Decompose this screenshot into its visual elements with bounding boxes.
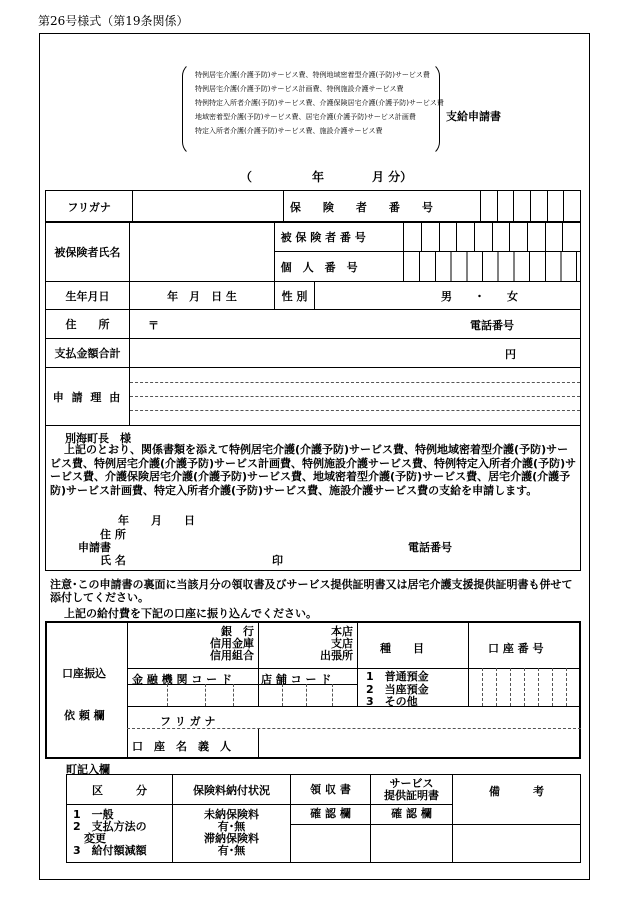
yen-unit: 円	[505, 348, 516, 361]
receipt-header	[291, 775, 371, 805]
period: （ 年 月 分）	[240, 170, 413, 184]
reason-label: 申 請 理 由	[46, 368, 130, 426]
receipt-confirm-field[interactable]	[291, 825, 371, 863]
bank-divider	[127, 621, 128, 759]
division-item: 1 一般	[73, 808, 114, 821]
bank-type[interactable]: 信用金庫	[210, 637, 254, 650]
title-suffix: 支給申請書	[446, 110, 501, 123]
premium-item: 未納保険料	[204, 808, 259, 821]
birth-table	[45, 281, 581, 426]
total-field[interactable]	[130, 339, 581, 368]
premium-items[interactable]	[173, 805, 291, 863]
service-line: 特例居宅介護(介護予防)サービス計画費、特例施設介護サービス費	[195, 85, 404, 93]
declaration-name: 氏 名	[100, 554, 126, 567]
cert-confirm-label: 確 認 欄	[371, 805, 453, 825]
bank-divider	[258, 621, 259, 706]
insured-no-box[interactable]	[510, 222, 528, 252]
name-table	[45, 221, 581, 282]
declaration-addr: 住 所	[100, 528, 126, 541]
insured-no-box[interactable]	[492, 222, 510, 252]
cert-line: 提供証明書	[384, 788, 439, 802]
bank-code-label: 金 融 機 関 コ ー ド	[132, 673, 232, 686]
division-header: 区 分	[67, 775, 173, 805]
bank-type[interactable]: 信用組合	[210, 649, 254, 662]
division-items[interactable]	[67, 805, 173, 863]
insured-name-field[interactable]	[129, 222, 274, 282]
branch-type[interactable]: 支店	[331, 637, 353, 650]
acct-type[interactable]: 3 その他	[366, 695, 418, 708]
form-number: 第26号様式（第19条関係）	[38, 14, 189, 28]
note: 注意･この申請書の裏面に当該月分の領収書及びサービス提供証明書又は居宅介護支援提供証明書も併せて添付してください。	[50, 578, 573, 604]
service-line: 特定入所者介護(介護予防)サービス費、施設介護サービス費	[195, 127, 383, 135]
bank-divider	[127, 668, 581, 669]
premium-item: 滞納保険料	[204, 832, 259, 845]
bank-divider	[357, 621, 358, 706]
insured-name-label: 被保険者氏名	[46, 222, 130, 282]
birth-label: 生年月日	[46, 282, 130, 310]
holder-furigana-label: フ リ ガ ナ	[160, 715, 216, 728]
premium-item: 有･無	[217, 820, 246, 833]
address-label: 住 所	[46, 310, 130, 339]
personal-no-field[interactable]	[404, 252, 581, 282]
service-line: 特例特定入所者介護(予防)サービス費、介護保険居宅介護(介護予防)サービス費	[195, 99, 444, 107]
personal-no-label: 個 人 番 号	[274, 252, 404, 282]
bank-divider	[468, 621, 469, 706]
insured-no-box[interactable]	[563, 222, 581, 252]
insurer-no-label: 保 険 者 番 号	[283, 191, 480, 223]
address-field[interactable]	[130, 310, 581, 339]
addressee: 別海町長 様	[65, 432, 131, 445]
service-line: 地域密着型介護(予防)サービス費、居宅介護(介護予防)サービス計画費	[195, 113, 416, 121]
request-label: 依 頼 欄	[64, 709, 105, 722]
branch-type[interactable]: 本店	[331, 625, 353, 638]
furigana-label: フリガナ	[46, 191, 133, 223]
division-item: 2 支払方法の	[73, 820, 147, 833]
receipt-confirm-label: 確 認 欄	[291, 805, 371, 825]
note2: 上記の給付費を下記の口座に振り込んでください。	[64, 607, 317, 620]
cert-header	[371, 775, 453, 805]
insured-no-box[interactable]	[422, 222, 440, 252]
branch-type[interactable]: 出張所	[320, 649, 353, 662]
receipt-line: 領 収 書	[310, 783, 351, 796]
remarks-header: 備 考	[453, 775, 581, 825]
insured-no-box[interactable]	[404, 222, 422, 252]
insurer-no-box[interactable]	[547, 191, 564, 223]
declaration-body: 上記のとおり、関係書類を添えて特例居宅介護(介護予防)サービス費、特例地域密着型介護(予防)サービス費、特例居宅介護(介護予防)サービス計画費、特例施設介護サービス費、特例特定入所者介護(予防)サービス費、介護保険居宅介護(介護予防)サービス費、地域密着型介護(予防)サービス費、居宅介護(介護予防)サービス計画費、特定入所者介護(予防)サービス費、施設介護サービス費の支給を申請します。	[50, 443, 577, 497]
bank-type[interactable]: 銀 行	[221, 625, 254, 638]
birth-field[interactable]: 年 月 日 生	[130, 282, 275, 310]
holder-name-field[interactable]	[258, 729, 580, 757]
town-table	[66, 774, 581, 863]
sex-options[interactable]: 男 ・ 女	[315, 282, 581, 310]
phone-label: 電話番号	[470, 319, 514, 332]
sex-label: 性 別	[275, 282, 315, 310]
premium-item: 有･無	[217, 844, 246, 857]
remarks-field[interactable]	[453, 825, 581, 863]
services-list	[195, 68, 444, 138]
branch-code-label: 店 舗 コ ー ド	[261, 673, 332, 686]
transfer-label: 口座振込	[62, 667, 106, 680]
declaration-applicant: 申請書	[78, 541, 111, 554]
insurer-no-box[interactable]	[531, 191, 548, 223]
cert-confirm-field[interactable]	[371, 825, 453, 863]
acct-type-label: 種 目	[380, 642, 424, 655]
insured-no-label: 被 保 険 者 番 号	[274, 222, 404, 252]
insured-no-box[interactable]	[439, 222, 457, 252]
reason-field[interactable]	[130, 368, 581, 426]
service-line: 特例居宅介護(介護予防)サービス費、特例地域密着型介護(予防)サービス費	[195, 71, 430, 79]
acct-type[interactable]: 2 当座預金	[366, 682, 429, 696]
postal-mark: 〒	[148, 319, 159, 332]
cert-line: サービス	[389, 776, 434, 790]
insurer-no-box[interactable]	[497, 191, 514, 223]
holder-label: 口 座 名 義 人	[132, 740, 231, 753]
declaration-phone: 電話番号	[408, 541, 452, 554]
applicant-table	[45, 190, 581, 223]
insured-no-box[interactable]	[545, 222, 563, 252]
insurer-no-box[interactable]	[514, 191, 531, 223]
account-no-label: 口 座 番 号	[488, 642, 544, 655]
branch-types	[305, 626, 353, 662]
insured-no-box[interactable]	[457, 222, 475, 252]
seal-mark: 印	[272, 554, 283, 567]
town-title: 町記入欄	[66, 763, 110, 776]
declaration-date: 年 月 日	[118, 514, 195, 527]
total-label: 支払金額合計	[46, 339, 130, 368]
bank-divider	[127, 706, 581, 707]
furigana-field[interactable]	[133, 191, 284, 223]
bank-types	[204, 626, 254, 662]
insured-no-box[interactable]	[475, 222, 493, 252]
insurer-no-box[interactable]	[481, 191, 498, 223]
premium-header: 保険料納付状況	[173, 775, 291, 805]
division-item: 変更	[73, 832, 106, 845]
division-item: 3 給付額減額	[73, 844, 147, 857]
acct-types	[366, 671, 429, 709]
acct-type[interactable]: 1 普通預金	[366, 670, 429, 683]
insured-no-box[interactable]	[528, 222, 546, 252]
insurer-no-box[interactable]	[564, 191, 581, 223]
